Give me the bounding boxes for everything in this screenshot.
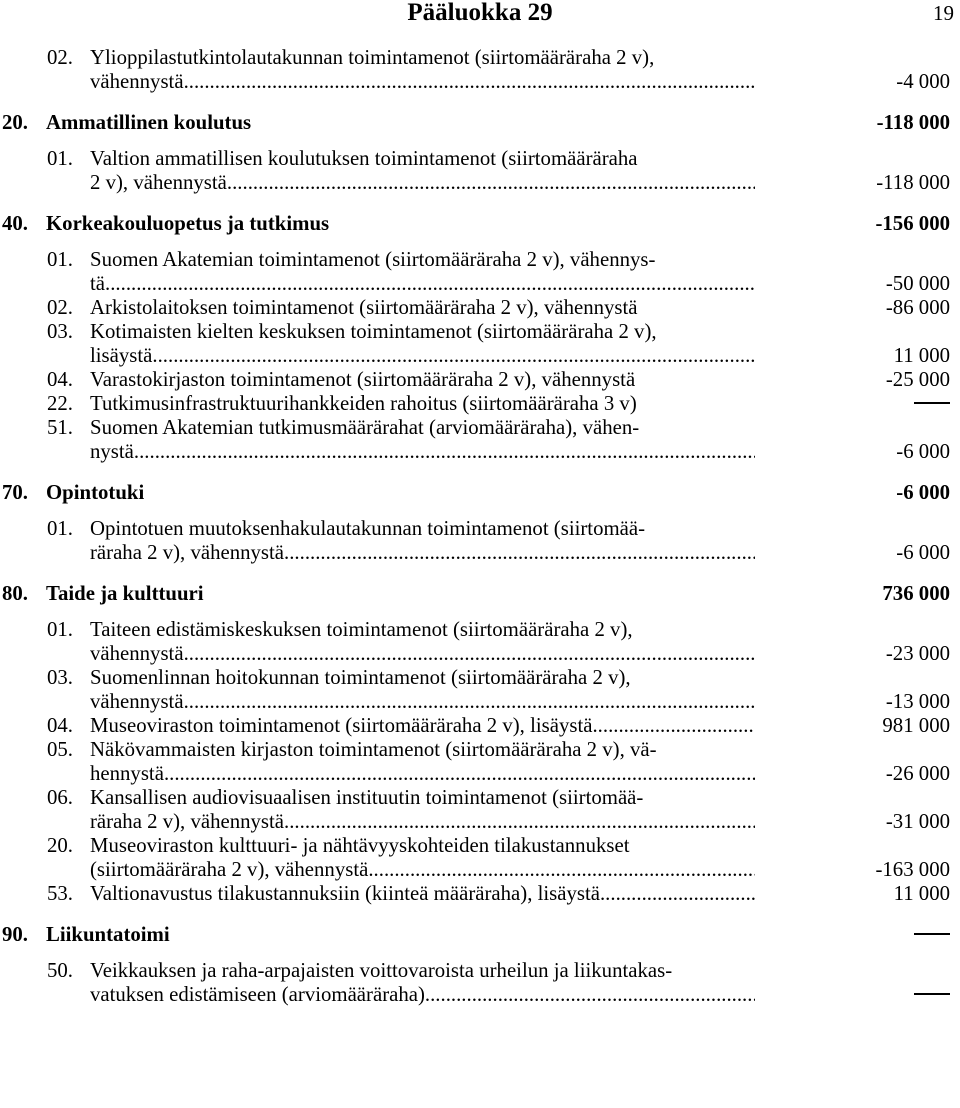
item-description xyxy=(90,959,755,1007)
budget-item xyxy=(0,738,960,786)
section-number: 80. xyxy=(2,582,28,605)
budget-item xyxy=(0,517,960,565)
item-description xyxy=(90,517,755,565)
nil-dash xyxy=(914,933,950,935)
budget-item xyxy=(0,834,960,882)
dot-leader xyxy=(152,344,755,368)
section-title: Opintotuki xyxy=(46,481,145,504)
item-line: Suomenlinnan hoitokunnan toimintamenot (siirtomääräraha 2 v), xyxy=(90,666,631,689)
dot-leader xyxy=(184,642,755,666)
item-description xyxy=(90,320,755,368)
budget-item xyxy=(0,618,960,666)
item-last-line xyxy=(90,368,755,392)
item-description xyxy=(90,714,755,738)
budget-item xyxy=(0,959,960,1007)
item-line: Valtion ammatillisen koulutuksen toimintamenot (siirtomääräraha xyxy=(90,147,638,170)
item-number: 03. xyxy=(47,666,73,689)
item-number: 50. xyxy=(47,959,73,982)
item-description xyxy=(90,416,755,464)
section-number: 40. xyxy=(2,212,28,235)
item-last-line xyxy=(90,858,755,882)
item-line: vatuksen edistämiseen (arviomääräraha) xyxy=(90,983,425,1006)
item-amount: -86 000 xyxy=(885,296,950,319)
item-amount: -13 000 xyxy=(885,690,950,713)
item-amount: 981 000 xyxy=(882,714,950,737)
budget-item xyxy=(0,46,960,94)
item-last-line xyxy=(90,983,755,1007)
section-title: Ammatillinen koulutus xyxy=(46,111,252,134)
item-last-line xyxy=(90,392,755,416)
section-number: 20. xyxy=(2,111,28,134)
item-amount: 11 000 xyxy=(893,344,950,367)
budget-item xyxy=(0,666,960,714)
item-line: hennystä xyxy=(90,762,164,785)
section-amount: -6 000 xyxy=(896,481,950,504)
section-title: Taide ja kulttuuri xyxy=(46,582,204,605)
item-number: 03. xyxy=(47,320,73,343)
item-line: Veikkauksen ja raha-arpajaisten voittovaroista urheilun ja liikuntakas- xyxy=(90,959,673,982)
item-line: vähennystä xyxy=(90,642,184,665)
dot-leader xyxy=(184,70,755,94)
item-amount: 11 000 xyxy=(893,882,950,905)
item-amount xyxy=(755,983,960,1007)
item-number: 53. xyxy=(47,882,73,905)
section-title: Korkeakouluopetus ja tutkimus xyxy=(46,212,330,235)
item-description xyxy=(90,248,755,296)
item-amount: -25 000 xyxy=(885,368,950,391)
item-number: 02. xyxy=(47,46,73,69)
item-line: Suomen Akatemian toimintamenot (siirtomääräraha 2 v), vähennys- xyxy=(90,248,656,271)
section-heading xyxy=(0,111,960,135)
item-line: Arkistolaitoksen toimintamenot (siirtomääräraha 2 v), vähennystä xyxy=(90,296,638,319)
item-description xyxy=(90,618,755,666)
budget-item xyxy=(0,416,960,464)
item-amount: -6 000 xyxy=(896,440,950,463)
dot-leader xyxy=(368,858,755,882)
item-number: 01. xyxy=(47,248,73,271)
dot-leader xyxy=(105,272,755,296)
item-number: 04. xyxy=(47,714,73,737)
dot-leader xyxy=(284,810,755,834)
budget-item xyxy=(0,714,960,738)
item-number: 22. xyxy=(47,392,73,415)
item-last-line xyxy=(90,642,755,666)
dot-leader xyxy=(227,171,755,195)
item-description xyxy=(90,834,755,882)
item-number: 01. xyxy=(47,517,73,540)
item-line: Museoviraston toimintamenot (siirtomääräraha 2 v), lisäystä xyxy=(90,714,593,737)
item-description xyxy=(90,392,755,416)
item-description xyxy=(90,882,755,906)
item-amount: -26 000 xyxy=(885,762,950,785)
section-heading xyxy=(0,923,960,947)
section-heading xyxy=(0,481,960,505)
section-number: 90. xyxy=(2,923,28,946)
item-line: (siirtomääräraha 2 v), vähennystä xyxy=(90,858,369,881)
item-line: vähennystä xyxy=(90,690,184,713)
item-last-line xyxy=(90,344,755,368)
dot-leader xyxy=(425,983,755,1007)
item-number: 04. xyxy=(47,368,73,391)
item-last-line xyxy=(90,762,755,786)
section-amount: -118 000 xyxy=(876,111,950,134)
item-line: Tutkimusinfrastruktuurihankkeiden rahoitus (siirtomääräraha 3 v) xyxy=(90,392,637,415)
nil-dash xyxy=(914,993,950,995)
item-amount: -4 000 xyxy=(896,70,950,93)
budget-list xyxy=(0,46,960,1007)
item-line: vähennystä xyxy=(90,70,184,93)
page-title: Pääluokka 29 xyxy=(407,0,553,26)
item-description xyxy=(90,786,755,834)
item-line: tä xyxy=(90,272,106,295)
dot-leader xyxy=(592,714,755,738)
item-amount xyxy=(755,392,960,416)
dot-leader xyxy=(134,440,755,464)
budget-item xyxy=(0,786,960,834)
item-description xyxy=(90,368,755,392)
budget-item xyxy=(0,368,960,392)
dot-leader xyxy=(600,882,755,906)
item-line: lisäystä xyxy=(90,344,153,367)
item-last-line xyxy=(90,70,755,94)
budget-item xyxy=(0,320,960,368)
dot-leader xyxy=(284,541,755,565)
item-amount: -23 000 xyxy=(885,642,950,665)
item-amount: -50 000 xyxy=(885,272,950,295)
budget-item xyxy=(0,248,960,296)
item-line: Kansallisen audiovisuaalisen instituutin toimintamenot (siirtomää- xyxy=(90,786,644,809)
section-heading xyxy=(0,212,960,236)
item-number: 20. xyxy=(47,834,73,857)
item-line: Näkövammaisten kirjaston toimintamenot (siirtomääräraha 2 v), vä- xyxy=(90,738,657,761)
nil-dash xyxy=(914,402,950,404)
item-last-line xyxy=(90,714,755,738)
section-amount xyxy=(810,923,960,947)
item-description xyxy=(90,666,755,714)
budget-item xyxy=(0,296,960,320)
item-line: Valtionavustus tilakustannuksiin (kiinteä määräraha), lisäystä xyxy=(90,882,600,905)
item-number: 06. xyxy=(47,786,73,809)
section-title: Liikuntatoimi xyxy=(46,923,170,946)
item-last-line xyxy=(90,272,755,296)
item-number: 01. xyxy=(47,147,73,170)
item-line: Opintotuen muutoksenhakulautakunnan toimintamenot (siirtomää- xyxy=(90,517,646,540)
item-last-line xyxy=(90,690,755,714)
item-number: 05. xyxy=(47,738,73,761)
item-description xyxy=(90,46,755,94)
item-last-line xyxy=(90,541,755,565)
item-line: Taiteen edistämiskeskuksen toimintamenot (siirtomääräraha 2 v), xyxy=(90,618,633,641)
section-amount: 736 000 xyxy=(882,582,950,605)
item-line: Varastokirjaston toimintamenot (siirtomääräraha 2 v), vähennystä xyxy=(90,368,636,391)
section-amount: -156 000 xyxy=(875,212,950,235)
item-last-line xyxy=(90,296,755,320)
budget-item xyxy=(0,882,960,906)
item-amount: -31 000 xyxy=(885,810,950,833)
item-description xyxy=(90,147,755,195)
item-line: Suomen Akatemian tutkimusmäärärahat (arviomääräraha), vähen- xyxy=(90,416,640,439)
item-last-line xyxy=(90,171,755,195)
item-line: räraha 2 v), vähennystä xyxy=(90,541,285,564)
item-amount: -6 000 xyxy=(896,541,950,564)
item-amount: -163 000 xyxy=(875,858,950,881)
item-line: räraha 2 v), vähennystä xyxy=(90,810,285,833)
item-number: 01. xyxy=(47,618,73,641)
item-number: 02. xyxy=(47,296,73,319)
section-number: 70. xyxy=(2,481,28,504)
dot-leader xyxy=(184,690,755,714)
item-last-line xyxy=(90,810,755,834)
budget-item xyxy=(0,147,960,195)
item-number: 51. xyxy=(47,416,73,439)
item-line: 2 v), vähennystä xyxy=(90,171,227,194)
item-line: Kotimaisten kielten keskuksen toimintamenot (siirtomääräraha 2 v), xyxy=(90,320,657,343)
budget-item xyxy=(0,392,960,416)
item-last-line xyxy=(90,440,755,464)
item-line: Museoviraston kulttuuri- ja nähtävyyskohteiden tilakustannukset xyxy=(90,834,630,857)
item-line: Ylioppilastutkintolautakunnan toimintamenot (siirtomääräraha 2 v), xyxy=(90,46,655,69)
item-description xyxy=(90,296,755,320)
item-line: nystä xyxy=(90,440,134,463)
item-last-line xyxy=(90,882,755,906)
section-heading xyxy=(0,582,960,606)
item-amount: -118 000 xyxy=(876,171,950,194)
page-number: 19 xyxy=(933,1,954,25)
dot-leader xyxy=(164,762,755,786)
item-description xyxy=(90,738,755,786)
